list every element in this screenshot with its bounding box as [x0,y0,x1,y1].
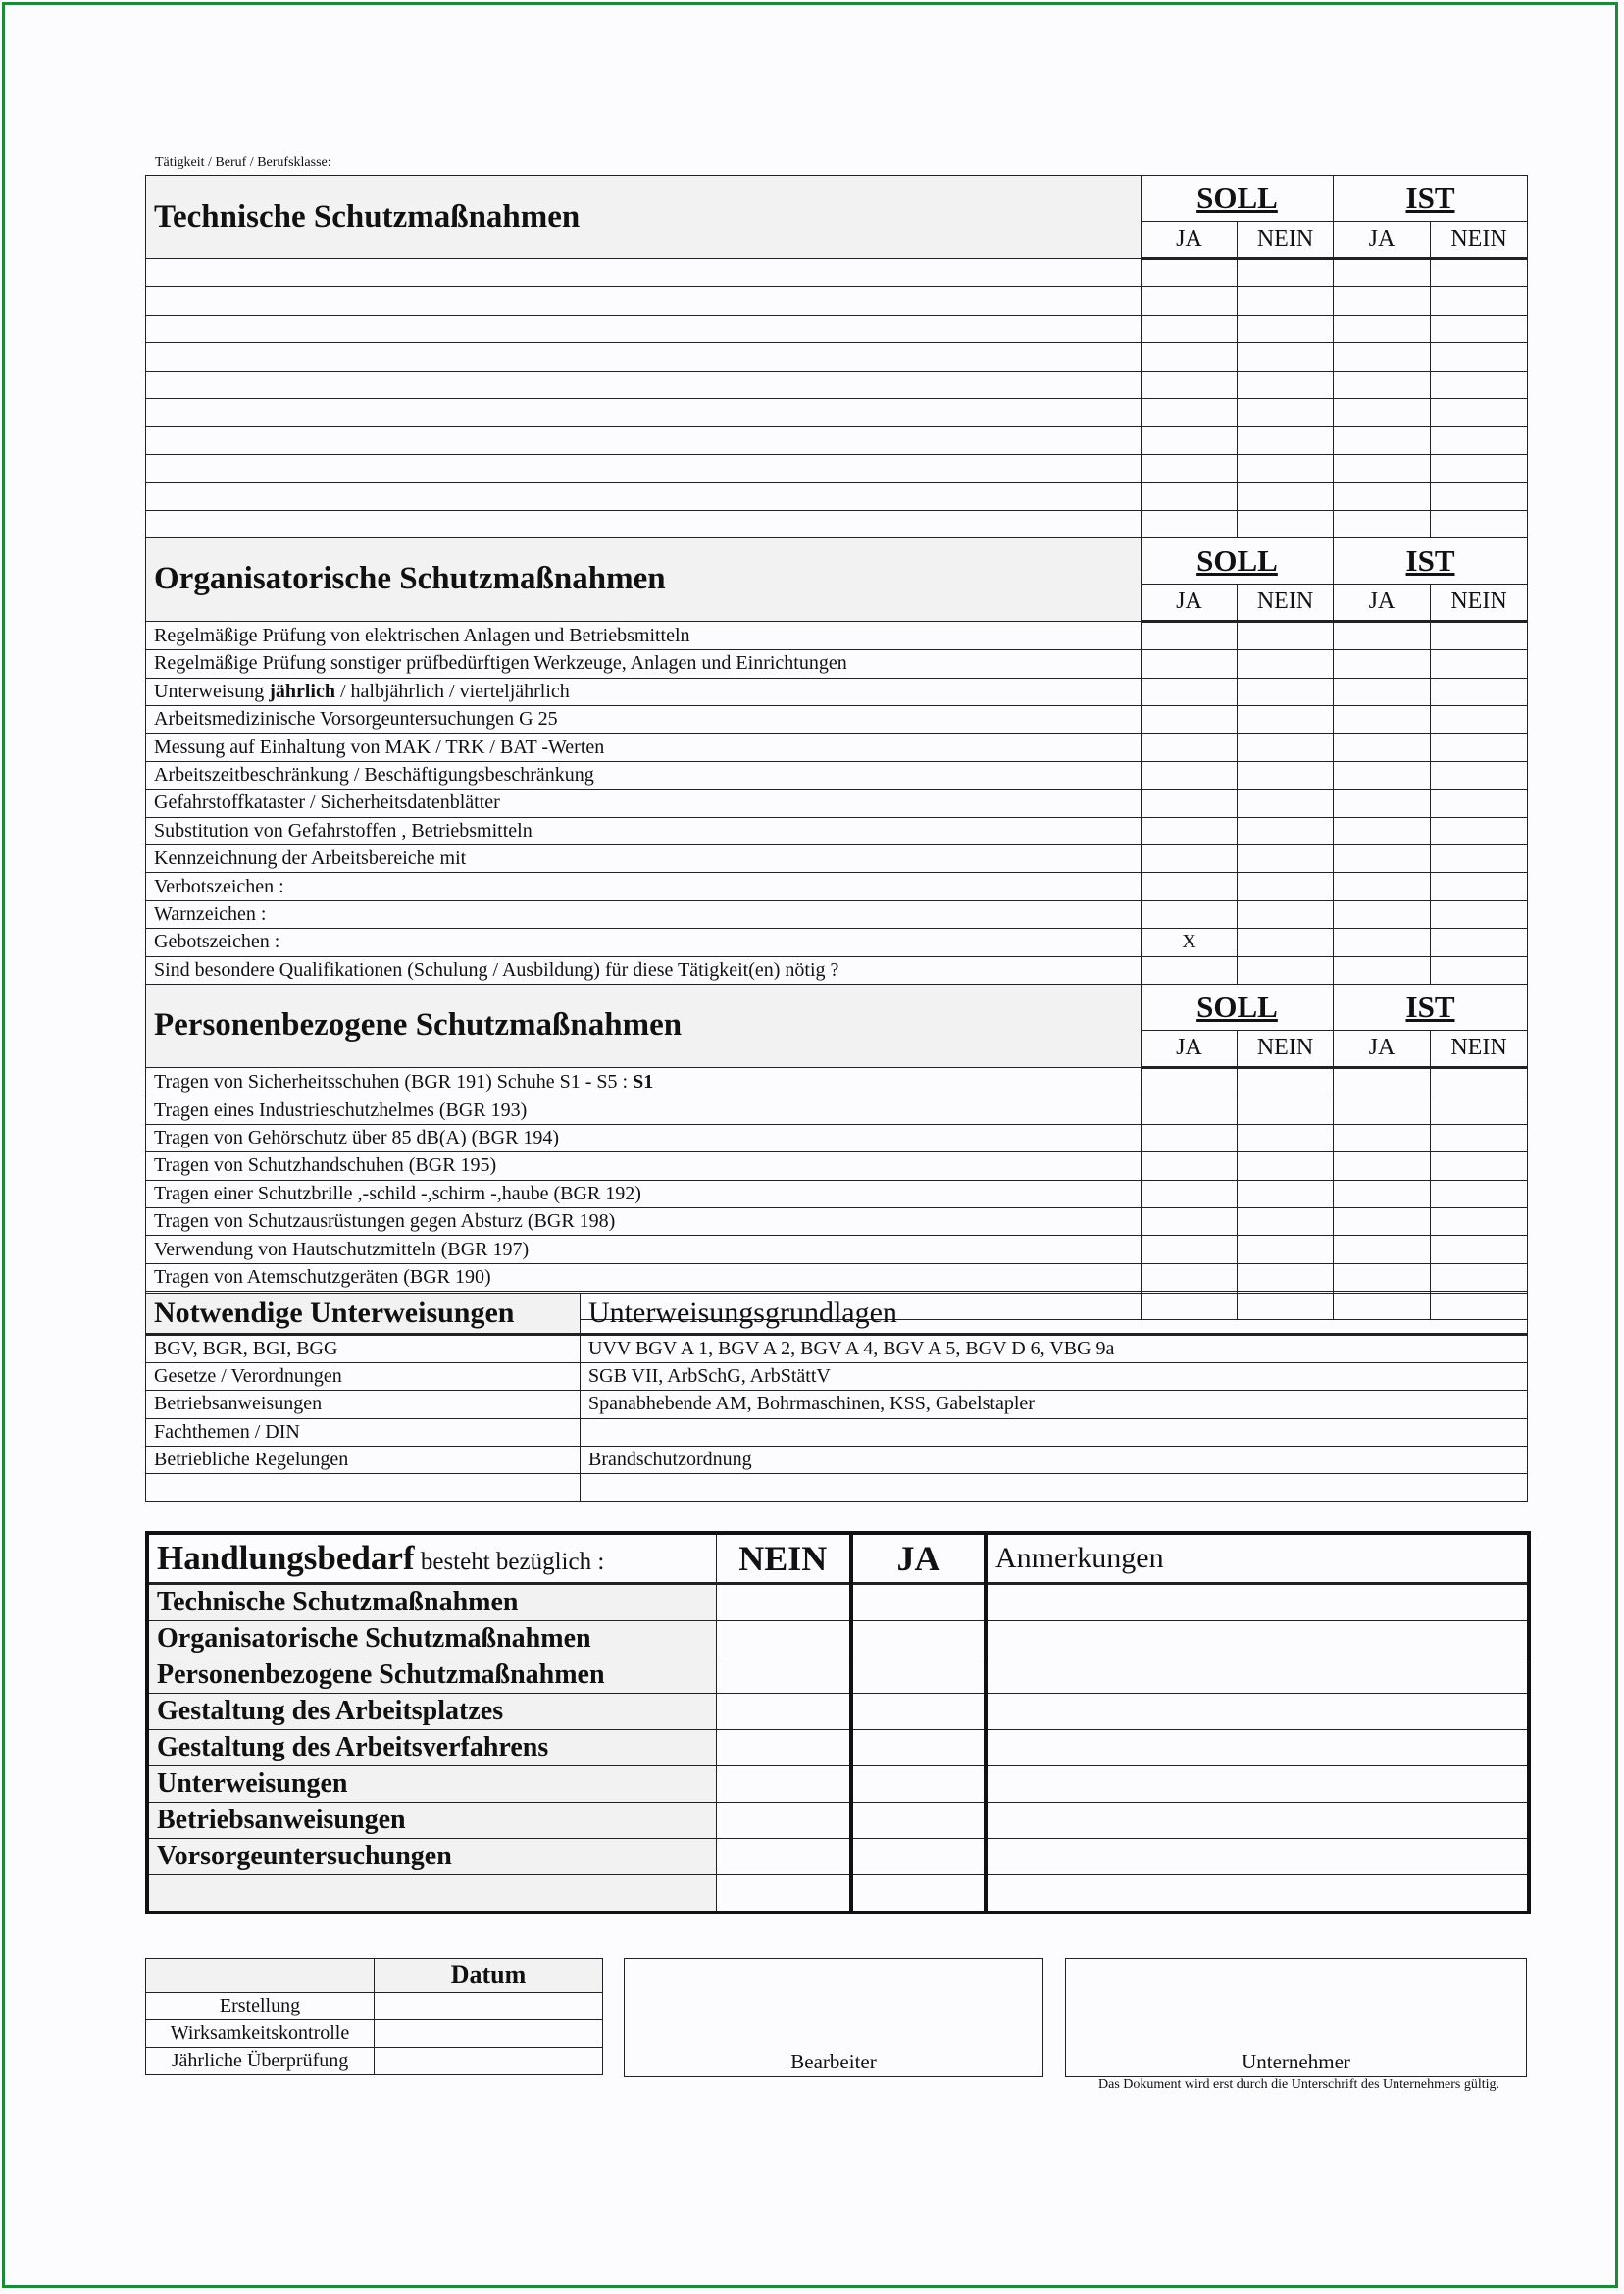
soll-nein-header: NEIN [1238,222,1334,259]
section-title: Technische Schutzmaßnahmen [146,176,1142,259]
ist-nein-checkbox[interactable] [1431,621,1528,649]
soll-nein-checkbox[interactable] [1238,873,1334,900]
soll-header: SOLL [1142,984,1334,1030]
unterweisung-grundlage[interactable]: Spanabhebende AM, Bohrmaschinen, KSS, Gabelstapler [581,1391,1528,1418]
ist-nein-checkbox[interactable] [1431,1067,1528,1096]
datum-corner [146,1959,375,1993]
table-row [146,1180,1528,1207]
soll-nein-checkbox[interactable] [1238,761,1334,789]
table-row [146,1096,1528,1124]
soll-ja-checkbox[interactable] [1142,621,1238,649]
soll-ja-header: JA [1142,1030,1238,1067]
ist-nein-checkbox[interactable] [1431,790,1528,817]
ist-ja-checkbox[interactable] [1334,1096,1431,1124]
ist-ja-checkbox[interactable] [1334,483,1431,510]
row-label: Substitution von Gefahrstoffen , Betriebsmitteln [146,817,1142,844]
handlungsbedarf-table [145,1531,1531,1914]
table-row [146,1993,603,2020]
soll-nein-checkbox[interactable] [1238,817,1334,844]
ist-nein-checkbox[interactable] [1431,371,1528,398]
table-row [146,287,1528,315]
soll-ja-checkbox[interactable] [1142,956,1238,984]
row-label: Verbotszeichen : [146,873,1142,900]
soll-ja-checkbox[interactable] [1142,315,1238,342]
soll-nein-checkbox[interactable] [1238,454,1334,482]
ist-ja-checkbox[interactable] [1334,287,1431,315]
ist-ja-checkbox[interactable] [1334,761,1431,789]
table-row [146,817,1528,844]
row-label: Arbeitsmedizinische Vorsorgeuntersuchungen G 25 [146,706,1142,734]
table-row [147,1839,1529,1875]
soll-nein-checkbox[interactable] [1238,706,1334,734]
soll-nein-checkbox[interactable] [1238,790,1334,817]
footnote: Das Dokument wird erst durch die Unterschrift des Unternehmers gültig. [1098,2077,1500,2092]
soll-ja-checkbox[interactable] [1142,734,1238,761]
ist-ja-checkbox[interactable] [1334,706,1431,734]
row-label [146,371,1142,398]
row-label: Messung auf Einhaltung von MAK / TRK / BAT -Werten [146,734,1142,761]
table-row [147,1730,1529,1766]
hb-anmerkung-field[interactable] [986,1694,1529,1730]
datum-label: Jährliche Überprüfung [146,2048,375,2075]
soll-ja-checkbox[interactable]: X [1142,929,1238,956]
soll-nein-header: NEIN [1238,1030,1334,1067]
unterweisung-topic [146,1473,581,1501]
row-label: Unterweisung jährlich / halbjährlich / vierteljährlich [146,678,1142,705]
ist-nein-checkbox[interactable] [1431,929,1528,956]
hb-ja-checkbox[interactable] [851,1803,986,1839]
row-label: Verwendung von Hautschutzmitteln (BGR 197) [146,1236,1142,1263]
row-label: Tragen eines Industrieschutzhelmes (BGR 193) [146,1096,1142,1124]
table-row [147,1766,1529,1803]
soll-ja-checkbox[interactable] [1142,790,1238,817]
hb-anmerkung-field[interactable] [986,1839,1529,1875]
ist-ja-checkbox[interactable] [1334,1263,1431,1291]
table-row [146,1067,1528,1096]
soll-nein-checkbox[interactable] [1238,929,1334,956]
row-label [146,427,1142,454]
hb-ja-checkbox[interactable] [851,1875,986,1913]
soll-nein-checkbox[interactable] [1238,259,1334,287]
ist-nein-checkbox[interactable] [1431,678,1528,705]
soll-nein-checkbox[interactable] [1238,1152,1334,1180]
row-label [146,343,1142,371]
ist-ja-checkbox[interactable] [1334,678,1431,705]
soll-ja-checkbox[interactable] [1142,259,1238,287]
hb-topic: Vorsorgeuntersuchungen [147,1839,716,1875]
table-row [146,956,1528,984]
soll-nein-checkbox[interactable] [1238,483,1334,510]
hb-ja-checkbox[interactable] [851,1657,986,1694]
table-row [147,1694,1529,1730]
table-row [146,1236,1528,1263]
table-row [146,1152,1528,1180]
ist-ja-header: JA [1334,222,1431,259]
unterweisung-topic: Betriebliche Regelungen [146,1446,581,1473]
ist-nein-checkbox[interactable] [1431,343,1528,371]
soll-ja-checkbox[interactable] [1142,1124,1238,1151]
datum-field[interactable] [375,2048,603,2075]
hb-nein-checkbox[interactable] [716,1803,851,1839]
table-row [146,427,1528,454]
taetigkeit-label: Tätigkeit / Beruf / Berufsklasse: [155,155,331,170]
table-row [146,1207,1528,1235]
unterweisung-grundlage[interactable] [581,1473,1528,1501]
soll-ja-checkbox[interactable] [1142,371,1238,398]
soll-nein-checkbox[interactable] [1238,1180,1334,1207]
row-label: Regelmäßige Prüfung von elektrischen Anlagen und Betriebsmitteln [146,621,1142,649]
row-label: Tragen einer Schutzbrille ,-schild -,schirm -,haube (BGR 192) [146,1180,1142,1207]
notwendige-unterweisungen-header: Notwendige Unterweisungen [146,1294,581,1335]
hb-anmerkung-field[interactable] [986,1621,1529,1657]
soll-ja-checkbox[interactable] [1142,343,1238,371]
ist-ja-checkbox[interactable] [1334,343,1431,371]
ist-ja-checkbox[interactable] [1334,1236,1431,1263]
row-label [146,259,1142,287]
table-row [146,1446,1528,1473]
table-row [146,1418,1528,1446]
row-label: Regelmäßige Prüfung sonstiger prüfbedürftigen Werkzeuge, Anlagen und Einrichtungen [146,650,1142,678]
ist-ja-checkbox[interactable] [1334,1124,1431,1151]
table-row [146,454,1528,482]
hb-topic: Technische Schutzmaßnahmen [147,1584,716,1621]
hb-topic: Unterweisungen [147,1766,716,1803]
unterweisung-grundlage[interactable]: Brandschutzordnung [581,1446,1528,1473]
datum-label: Wirksamkeitskontrolle [146,2020,375,2048]
ist-nein-checkbox[interactable] [1431,483,1528,510]
table-row [146,1124,1528,1151]
ist-ja-checkbox[interactable] [1334,315,1431,342]
hb-anmerkung-field[interactable] [986,1766,1529,1803]
soll-nein-checkbox[interactable] [1238,650,1334,678]
table-row [146,706,1528,734]
soll-ja-checkbox[interactable] [1142,1207,1238,1235]
ist-nein-checkbox[interactable] [1431,1180,1528,1207]
ist-nein-header: NEIN [1431,222,1528,259]
soll-ja-checkbox[interactable] [1142,454,1238,482]
table-row [146,1335,1528,1363]
table-row [146,343,1528,371]
datum-field[interactable] [375,2020,603,2048]
hb-nein-checkbox[interactable] [716,1694,851,1730]
table-row [146,2020,603,2048]
hb-ja-checkbox[interactable] [851,1766,986,1803]
table-row [146,678,1528,705]
hb-topic: Gestaltung des Arbeitsverfahrens [147,1730,716,1766]
table-row [147,1621,1529,1657]
soll-ja-checkbox[interactable] [1142,678,1238,705]
ist-ja-checkbox[interactable] [1334,734,1431,761]
soll-nein-checkbox[interactable] [1238,510,1334,537]
handlungsbedarf-title: Handlungsbedarf besteht bezüglich : [147,1533,716,1584]
soll-ja-checkbox[interactable] [1142,427,1238,454]
table-row [146,2048,603,2075]
section-title: Personenbezogene Schutzmaßnahmen [146,984,1142,1067]
soll-nein-checkbox[interactable] [1238,900,1334,928]
hb-anmerkung-field[interactable] [986,1584,1529,1621]
soll-ja-checkbox[interactable] [1142,1236,1238,1263]
unterweisung-topic: Fachthemen / DIN [146,1418,581,1446]
ist-ja-checkbox[interactable] [1334,510,1431,537]
hb-nein-checkbox[interactable] [716,1584,851,1621]
table-row [147,1584,1529,1621]
soll-ja-checkbox[interactable] [1142,287,1238,315]
hb-nein-header: NEIN [716,1533,851,1584]
ist-ja-checkbox[interactable] [1334,454,1431,482]
hb-ja-checkbox[interactable] [851,1730,986,1766]
table-row [147,1803,1529,1839]
hb-anmerkung-field[interactable] [986,1657,1529,1694]
soll-ja-checkbox[interactable] [1142,900,1238,928]
row-label: Gebotszeichen : [146,929,1142,956]
ist-nein-checkbox[interactable] [1431,956,1528,984]
soll-nein-checkbox[interactable] [1238,1236,1334,1263]
hb-anmerkung-field[interactable] [986,1875,1529,1913]
soll-ja-checkbox[interactable] [1142,398,1238,426]
soll-ja-checkbox[interactable] [1142,761,1238,789]
table-row [146,761,1528,789]
hb-ja-checkbox[interactable] [851,1584,986,1621]
ist-ja-checkbox[interactable] [1334,1207,1431,1235]
row-label: Tragen von Gehörschutz über 85 dB(A) (BGR 194) [146,1124,1142,1151]
ist-nein-checkbox[interactable] [1431,398,1528,426]
unterweisung-grundlage[interactable] [581,1418,1528,1446]
soll-ja-checkbox[interactable] [1142,1067,1238,1096]
row-label [146,287,1142,315]
ist-ja-checkbox[interactable] [1334,371,1431,398]
row-label: Warnzeichen : [146,900,1142,928]
row-label: Tragen von Atemschutzgeräten (BGR 190) [146,1263,1142,1291]
soll-nein-checkbox[interactable] [1238,734,1334,761]
table-row [146,371,1528,398]
ist-nein-checkbox[interactable] [1431,873,1528,900]
unterweisung-topic: Gesetze / Verordnungen [146,1363,581,1391]
ist-ja-checkbox[interactable] [1334,1180,1431,1207]
soll-nein-checkbox[interactable] [1238,1124,1334,1151]
hb-nein-checkbox[interactable] [716,1766,851,1803]
datum-field[interactable] [375,1993,603,2020]
soll-nein-header: NEIN [1238,584,1334,621]
ist-ja-checkbox[interactable] [1334,929,1431,956]
soll-nein-checkbox[interactable] [1238,678,1334,705]
hb-nein-checkbox[interactable] [716,1730,851,1766]
soll-ja-checkbox[interactable] [1142,706,1238,734]
ist-ja-checkbox[interactable] [1334,1152,1431,1180]
row-label [146,510,1142,537]
soll-ja-checkbox[interactable] [1142,1263,1238,1291]
ist-nein-header: NEIN [1431,1030,1528,1067]
row-label [146,398,1142,426]
row-label [146,483,1142,510]
ist-ja-checkbox[interactable] [1334,427,1431,454]
soll-ja-checkbox[interactable] [1142,1152,1238,1180]
soll-ja-checkbox[interactable] [1142,873,1238,900]
soll-nein-checkbox[interactable] [1238,1263,1334,1291]
row-label: Arbeitszeitbeschränkung / Beschäftigungsbeschränkung [146,761,1142,789]
datum-header: Datum [375,1959,603,1993]
soll-nein-checkbox[interactable] [1238,371,1334,398]
ist-ja-checkbox[interactable] [1334,1067,1431,1096]
ist-ja-checkbox[interactable] [1334,650,1431,678]
table-row [146,315,1528,342]
ist-nein-checkbox[interactable] [1431,900,1528,928]
unterweisung-topic: BGV, BGR, BGI, BGG [146,1335,581,1363]
hb-anmerkung-field[interactable] [986,1803,1529,1839]
table-row [147,1657,1529,1694]
ist-ja-header: JA [1334,1030,1431,1067]
unternehmer-signature-box[interactable] [1065,1958,1527,2077]
ist-nein-checkbox[interactable] [1431,650,1528,678]
ist-ja-checkbox[interactable] [1334,398,1431,426]
table-row [146,1473,1528,1501]
unterweisung-grundlage[interactable]: UVV BGV A 1, BGV A 2, BGV A 4, BGV A 5, BGV D 6, VBG 9a [581,1335,1528,1363]
unternehmer-label: Unternehmer [1242,2050,1350,2073]
unterweisungsgrundlagen-header: Unterweisungsgrundlagen [581,1294,1528,1335]
ist-ja-checkbox[interactable] [1334,621,1431,649]
hb-nein-checkbox[interactable] [716,1875,851,1913]
hb-topic: Organisatorische Schutzmaßnahmen [147,1621,716,1657]
schutzmassnahmen-table [145,175,1528,1320]
ist-nein-checkbox[interactable] [1431,706,1528,734]
table-row [146,1391,1528,1418]
soll-ja-checkbox[interactable] [1142,1180,1238,1207]
ist-ja-checkbox[interactable] [1334,259,1431,287]
ist-nein-header: NEIN [1431,584,1528,621]
table-row [146,929,1528,956]
hb-ja-checkbox[interactable] [851,1621,986,1657]
table-row [146,259,1528,287]
soll-ja-checkbox[interactable] [1142,483,1238,510]
soll-nein-checkbox[interactable] [1238,315,1334,342]
ist-ja-checkbox[interactable] [1334,956,1431,984]
ist-nein-checkbox[interactable] [1431,817,1528,844]
table-row [146,621,1528,649]
ist-ja-header: JA [1334,584,1431,621]
ist-ja-checkbox[interactable] [1334,845,1431,873]
soll-header: SOLL [1142,537,1334,584]
hb-nein-checkbox[interactable] [716,1621,851,1657]
ist-nein-checkbox[interactable] [1431,845,1528,873]
ist-nein-checkbox[interactable] [1431,761,1528,789]
soll-ja-checkbox[interactable] [1142,650,1238,678]
soll-ja-checkbox[interactable] [1142,817,1238,844]
soll-ja-header: JA [1142,584,1238,621]
ist-nein-checkbox[interactable] [1431,1207,1528,1235]
unterweisung-topic: Betriebsanweisungen [146,1391,581,1418]
row-label: Sind besondere Qualifikationen (Schulung / Ausbildung) für diese Tätigkeit(en) nötig ? [146,956,1142,984]
ist-ja-checkbox[interactable] [1334,900,1431,928]
table-row [146,1363,1528,1391]
bearbeiter-signature-box[interactable] [624,1958,1043,2077]
ist-nein-checkbox[interactable] [1431,427,1528,454]
soll-ja-header: JA [1142,222,1238,259]
row-label: Tragen von Schutzhandschuhen (BGR 195) [146,1152,1142,1180]
ist-nein-checkbox[interactable] [1431,1124,1528,1151]
hb-topic: Betriebsanweisungen [147,1803,716,1839]
row-label: Tragen von Schutzausrüstungen gegen Absturz (BGR 198) [146,1207,1142,1235]
table-row [146,873,1528,900]
hb-nein-checkbox[interactable] [716,1839,851,1875]
soll-ja-checkbox[interactable] [1142,1096,1238,1124]
unterweisung-grundlage[interactable]: SGB VII, ArbSchG, ArbStättV [581,1363,1528,1391]
soll-nein-checkbox[interactable] [1238,1207,1334,1235]
ist-ja-checkbox[interactable] [1334,873,1431,900]
datum-table [145,1958,603,2075]
row-label [146,315,1142,342]
hb-topic [147,1875,716,1913]
soll-nein-checkbox[interactable] [1238,287,1334,315]
table-row [146,1263,1528,1291]
table-row [146,790,1528,817]
hb-nein-checkbox[interactable] [716,1657,851,1694]
table-row [147,1875,1529,1913]
hb-ja-checkbox[interactable] [851,1839,986,1875]
hb-topic: Personenbezogene Schutzmaßnahmen [147,1657,716,1694]
hb-anmerkungen-header: Anmerkungen [986,1533,1529,1584]
soll-nein-checkbox[interactable] [1238,398,1334,426]
row-label: Gefahrstoffkataster / Sicherheitsdatenblätter [146,790,1142,817]
soll-nein-checkbox[interactable] [1238,621,1334,649]
ist-nein-checkbox[interactable] [1431,1236,1528,1263]
ist-nein-checkbox[interactable] [1431,1263,1528,1291]
ist-nein-checkbox[interactable] [1431,259,1528,287]
table-row [146,734,1528,761]
table-row [146,510,1528,537]
row-label [146,454,1142,482]
hb-anmerkung-field[interactable] [986,1730,1529,1766]
hb-ja-checkbox[interactable] [851,1694,986,1730]
ist-ja-checkbox[interactable] [1334,790,1431,817]
soll-nein-checkbox[interactable] [1238,956,1334,984]
soll-header: SOLL [1142,176,1334,222]
soll-ja-checkbox[interactable] [1142,510,1238,537]
ist-nein-checkbox[interactable] [1431,1152,1528,1180]
ist-header: IST [1334,537,1528,584]
soll-ja-checkbox[interactable] [1142,845,1238,873]
ist-nein-checkbox[interactable] [1431,315,1528,342]
soll-nein-checkbox[interactable] [1238,1067,1334,1096]
section-title: Organisatorische Schutzmaßnahmen [146,537,1142,621]
table-row [146,483,1528,510]
ist-nein-checkbox[interactable] [1431,734,1528,761]
soll-nein-checkbox[interactable] [1238,427,1334,454]
hb-topic: Gestaltung des Arbeitsplatzes [147,1694,716,1730]
table-row [146,845,1528,873]
ist-nein-checkbox[interactable] [1431,454,1528,482]
hb-ja-header: JA [851,1533,986,1584]
row-label: Tragen von Sicherheitsschuhen (BGR 191) Schuhe S1 - S5 : S1 [146,1067,1142,1096]
table-row [146,650,1528,678]
unterweisungen-table [145,1293,1528,1502]
ist-nein-checkbox[interactable] [1431,1096,1528,1124]
soll-nein-checkbox[interactable] [1238,1096,1334,1124]
table-row [146,398,1528,426]
ist-ja-checkbox[interactable] [1334,817,1431,844]
datum-label: Erstellung [146,1993,375,2020]
ist-header: IST [1334,984,1528,1030]
soll-nein-checkbox[interactable] [1238,343,1334,371]
ist-header: IST [1334,176,1528,222]
bearbeiter-label: Bearbeiter [790,2050,877,2073]
ist-nein-checkbox[interactable] [1431,287,1528,315]
row-label: Kennzeichnung der Arbeitsbereiche mit [146,845,1142,873]
ist-nein-checkbox[interactable] [1431,510,1528,537]
soll-nein-checkbox[interactable] [1238,845,1334,873]
table-row [146,900,1528,928]
